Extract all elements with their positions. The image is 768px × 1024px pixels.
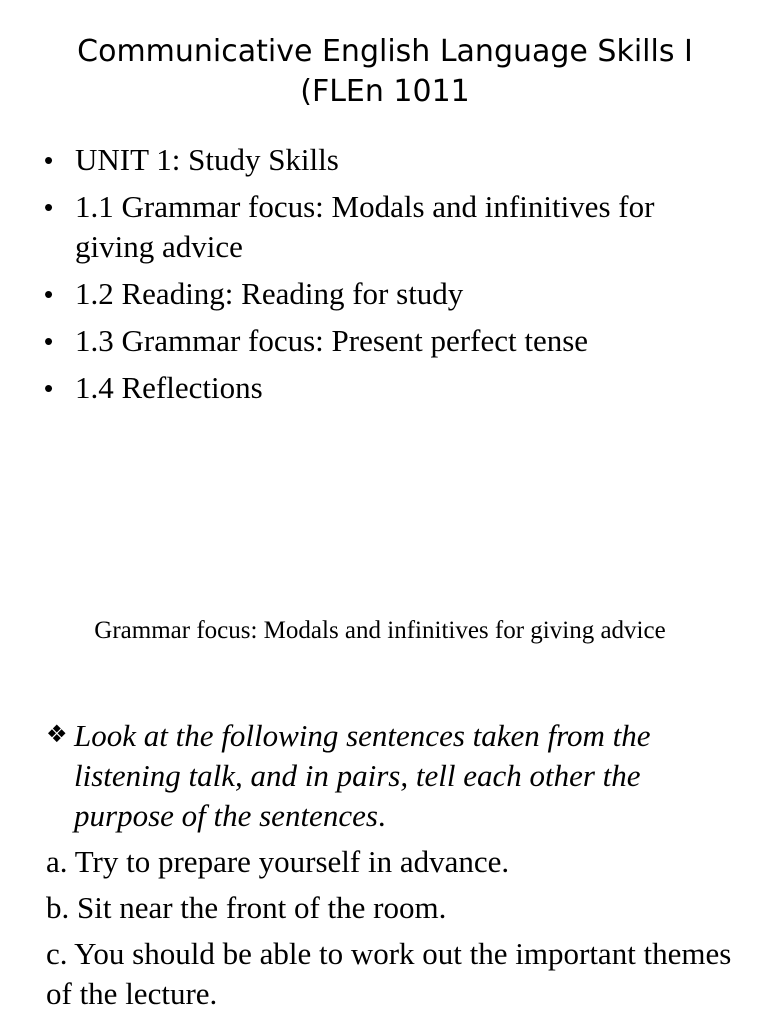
outline-item-text: 1.3 Grammar focus: Present perfect tense [75, 323, 589, 358]
outline-item [44, 187, 734, 267]
diamond-bullet-icon: ❖ [46, 720, 68, 748]
outline-item-text: 1.2 Reading: Reading for study [75, 276, 464, 311]
outline-item [44, 140, 734, 180]
bullet-icon: • [44, 279, 54, 309]
bullet-icon: • [44, 373, 54, 403]
example-sentences-list [46, 842, 736, 1020]
exercise-prompt-text: Look at the following sentences taken from the listening talk, and in pairs, tell each other the purpose of the sentences [74, 718, 651, 833]
example-sentence: c. You should be able to work out the important themes of the lecture. [46, 936, 732, 1011]
example-sentence: a. Try to prepare yourself in advance. [46, 844, 510, 879]
example-sentence: b. Sit near the front of the room. [46, 890, 447, 925]
outline-item [44, 321, 734, 361]
bullet-icon: • [44, 145, 54, 175]
outline-item-text: UNIT 1: Study Skills [75, 142, 339, 177]
bullet-icon: • [44, 326, 54, 356]
outline-item [44, 368, 734, 408]
section-title: Grammar focus: Modals and infinitives for giving advice [94, 617, 666, 644]
outline-item [44, 274, 734, 314]
slide-title: Communicative English Language Skills I (FLEn 1011 [77, 34, 693, 109]
outline-item-text: 1.4 Reflections [75, 370, 263, 405]
outline-item-text: 1.1 Grammar focus: Modals and infinitives for giving advice [75, 189, 655, 264]
unit-outline-list [44, 140, 734, 415]
exercise-prompt [46, 716, 746, 836]
exercise-prompt-period: . [377, 798, 386, 833]
bullet-icon: • [44, 192, 54, 222]
